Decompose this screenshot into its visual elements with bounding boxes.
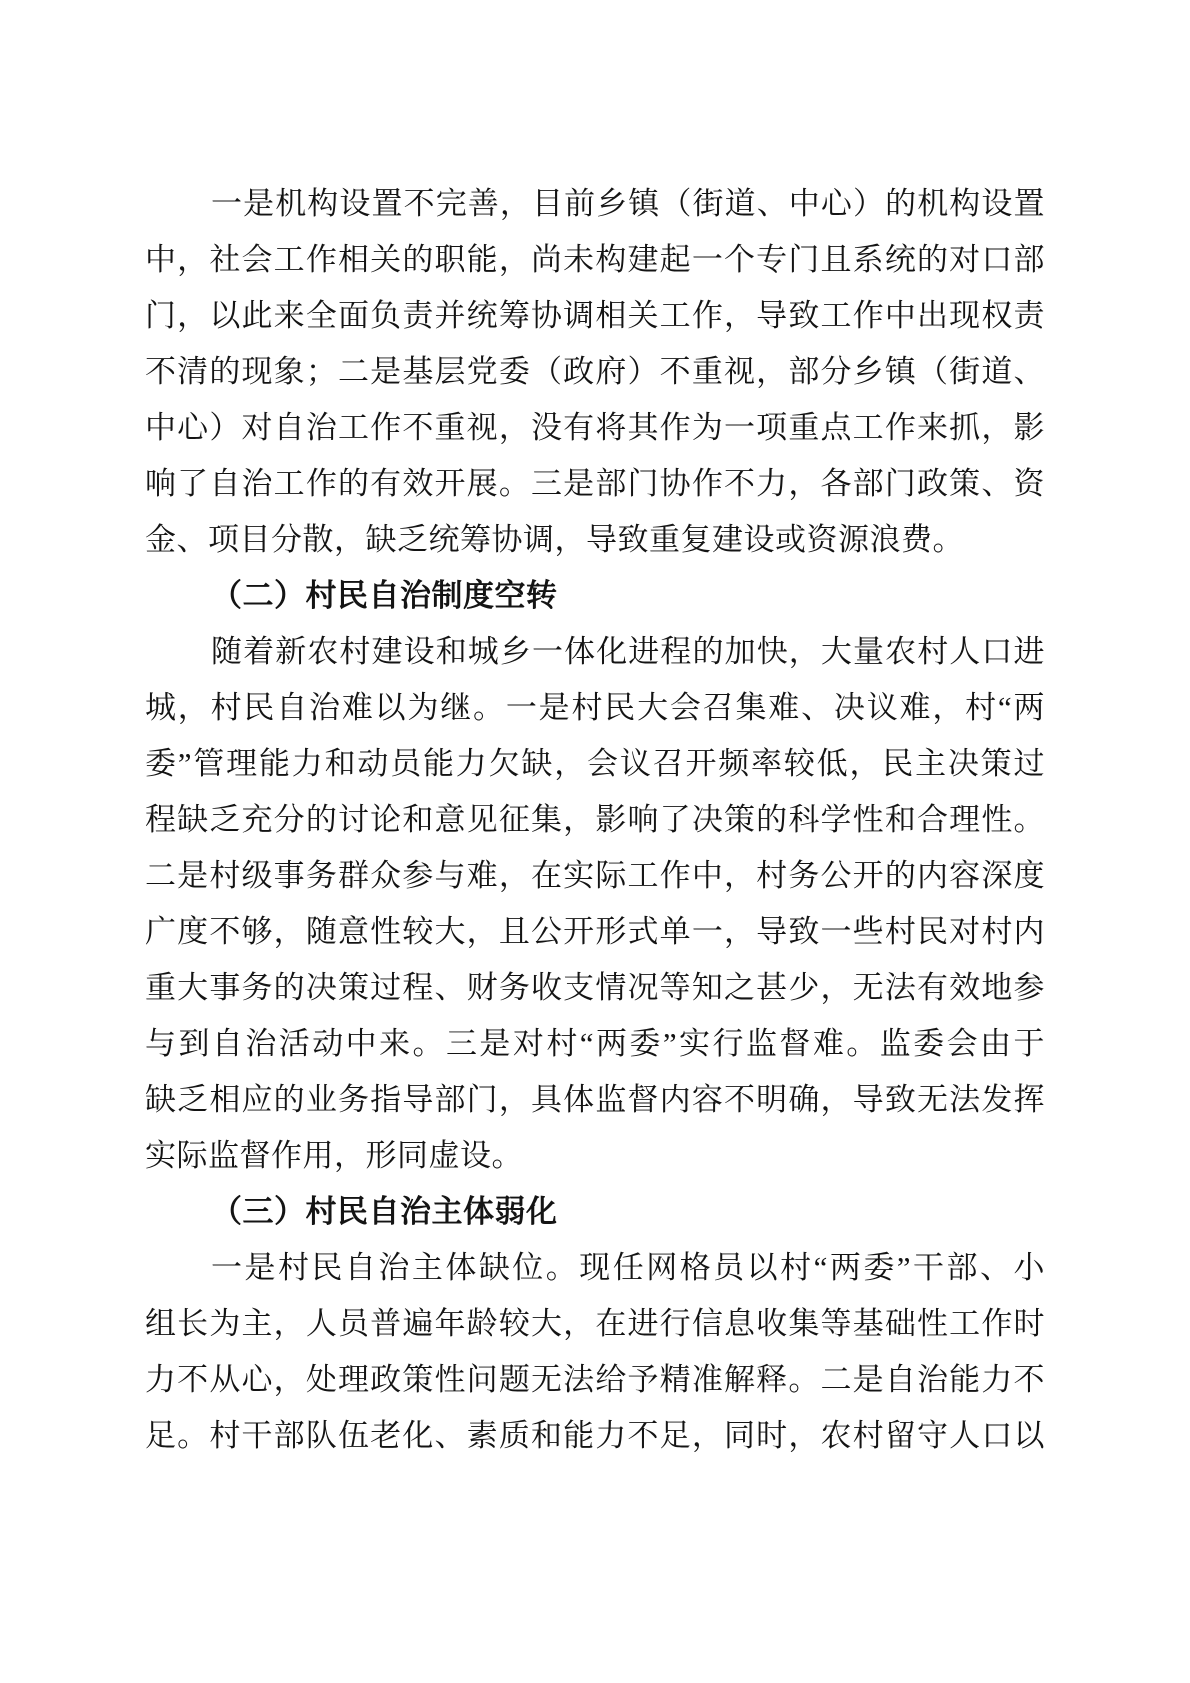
paragraph-line: 中心）对自治工作不重视，没有将其作为一项重点工作来抓，影	[145, 410, 1045, 445]
paragraph-first-line: 随着新农村建设和城乡一体化进程的加快，大量农村人口进	[211, 634, 1045, 669]
paragraph-line: 力不从心，处理政策性问题无法给予精准解释。二是自治能力不	[145, 1362, 1045, 1397]
paragraph-line: 重大事务的决策过程、财务收支情况等知之甚少，无法有效地参	[145, 970, 1045, 1005]
document-body	[145, 176, 1045, 1464]
paragraph-line: 缺乏相应的业务指导部门，具体监督内容不明确，导致无法发挥	[145, 1082, 1045, 1117]
paragraph-last-line: 金、项目分散，缺乏统筹协调，导致重复建设或资源浪费。	[145, 522, 964, 557]
section-heading-3: （三）村民自治主体弱化	[211, 1194, 558, 1229]
paragraph-line: 广度不够，随意性较大，且公开形式单一，导致一些村民对村内	[145, 914, 1045, 949]
paragraph-line: 城，村民自治难以为继。一是村民大会召集难、决议难，村“两	[145, 690, 1045, 725]
paragraph-line: 二是村级事务群众参与难，在实际工作中，村务公开的内容深度	[145, 858, 1045, 893]
paragraph-line: 程缺乏充分的讨论和意见征集，影响了决策的科学性和合理性。	[145, 802, 1045, 837]
paragraph-line: 足。村干部队伍老化、素质和能力不足，同时，农村留守人口以	[145, 1418, 1045, 1453]
paragraph-line: 与到自治活动中来。三是对村“两委”实行监督难。监委会由于	[145, 1026, 1045, 1061]
paragraph-line: 中，社会工作相关的职能，尚未构建起一个专门且系统的对口部	[145, 242, 1045, 277]
paragraph-first-line: 一是村民自治主体缺位。现任网格员以村“两委”干部、小	[211, 1250, 1045, 1285]
paragraph-line: 委”管理能力和动员能力欠缺，会议召开频率较低，民主决策过	[145, 746, 1045, 781]
paragraph-last-line: 实际监督作用，形同虚设。	[145, 1138, 523, 1173]
paragraph-line: 响了自治工作的有效开展。三是部门协作不力，各部门政策、资	[145, 466, 1045, 501]
paragraph-line: 组长为主，人员普遍年龄较大，在进行信息收集等基础性工作时	[145, 1306, 1045, 1341]
paragraph-line: 门，以此来全面负责并统筹协调相关工作，导致工作中出现权责	[145, 298, 1045, 333]
paragraph-first-line: 一是机构设置不完善，目前乡镇（街道、中心）的机构设置	[211, 186, 1045, 221]
section-heading-2: （二）村民自治制度空转	[211, 578, 558, 613]
paragraph-line: 不清的现象；二是基层党委（政府）不重视，部分乡镇（街道、	[145, 354, 1045, 389]
